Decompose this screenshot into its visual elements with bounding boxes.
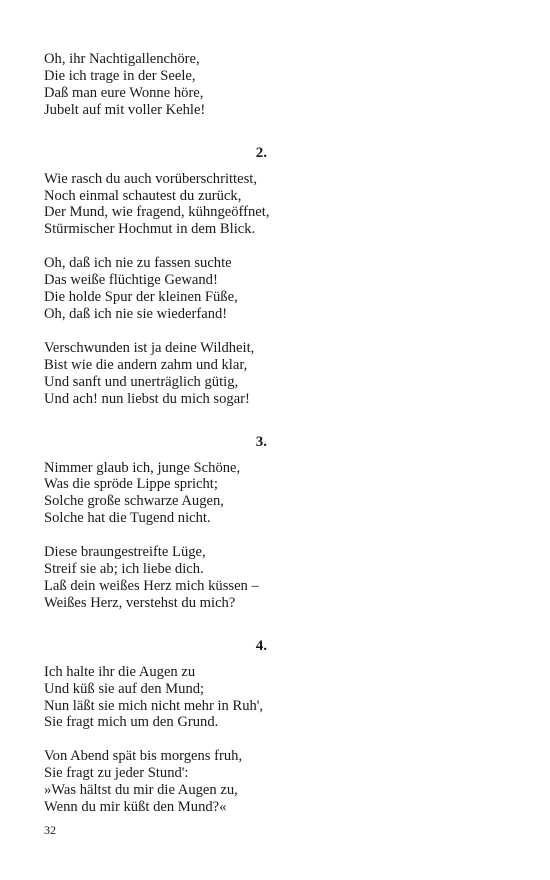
verse-line: Streif sie ab; ich liebe dich.	[44, 561, 204, 578]
verse-line: Und sanft und unerträglich gütig,	[44, 373, 239, 390]
verse-line: Sie fragt zu jeder Stund':	[44, 765, 189, 782]
verse-line: Daß man eure Wonne höre,	[44, 84, 204, 101]
verse-line: Nimmer glaub ich, junge Schöne,	[44, 459, 241, 476]
verse-line: Solche große schwarze Augen,	[44, 493, 224, 510]
stanza	[44, 748, 484, 816]
verse-line: Jubelt auf mit voller Kehle!	[44, 101, 206, 118]
verse-line: Was die spröde Lippe spricht;	[44, 476, 218, 493]
stanza	[44, 171, 484, 239]
verse-line: Noch einmal schautest du zurück,	[44, 187, 242, 204]
verse-line: Oh, ihr Nachtigallenchöre,	[44, 51, 200, 67]
verse-line: Das weiße flüchtige Gewand!	[44, 272, 218, 289]
section-number: 2.	[255, 144, 267, 161]
verse-line: Nun läßt sie mich nicht mehr in Ruh',	[44, 697, 264, 714]
verse-line: Und küß sie auf den Mund;	[44, 680, 205, 697]
stanza	[44, 544, 484, 612]
verse-line: Solche hat die Tugend nicht.	[44, 510, 211, 527]
verse-line: Und ach! nun liebst du mich sogar!	[44, 390, 250, 407]
verse-line: Von Abend spät bis morgens fruh,	[44, 748, 243, 765]
verse-line: Stürmischer Hochmut in dem Blick.	[44, 221, 256, 238]
poem-page	[44, 51, 484, 816]
verse-line: Oh, daß ich nie sie wiederfand!	[44, 305, 228, 322]
stanza	[44, 51, 484, 119]
verse-line: »Was hältst du mir die Augen zu,	[44, 782, 238, 799]
verse-line: Ich halte ihr die Augen zu	[44, 663, 196, 680]
verse-line: Die holde Spur der kleinen Füße,	[44, 289, 238, 306]
verse-line: Sie fragt mich um den Grund.	[44, 714, 219, 731]
section-number: 4.	[255, 637, 267, 654]
verse-line: Diese braungestreifte Lüge,	[44, 544, 206, 561]
page-number: 32	[44, 823, 56, 837]
verse-line: Wenn du mir küßt den Mund?«	[44, 799, 227, 816]
stanza	[44, 664, 484, 732]
verse-line: Oh, daß ich nie zu fassen suchte	[44, 255, 232, 272]
verse-line: Der Mund, wie fragend, kühngeöffnet,	[44, 204, 270, 221]
stanza	[44, 460, 484, 528]
stanza	[44, 340, 484, 408]
verse-line: Die ich trage in der Seele,	[44, 67, 196, 84]
verse-line: Verschwunden ist ja deine Wildheit,	[44, 339, 255, 356]
section-number: 3.	[255, 433, 267, 450]
verse-line: Wie rasch du auch vorüberschrittest,	[44, 170, 257, 187]
stanza	[44, 255, 484, 323]
verse-line: Weißes Herz, verstehst du mich?	[44, 594, 236, 611]
verse-line: Bist wie die andern zahm und klar,	[44, 356, 248, 373]
verse-line: Laß dein weißes Herz mich küssen –	[44, 577, 259, 594]
